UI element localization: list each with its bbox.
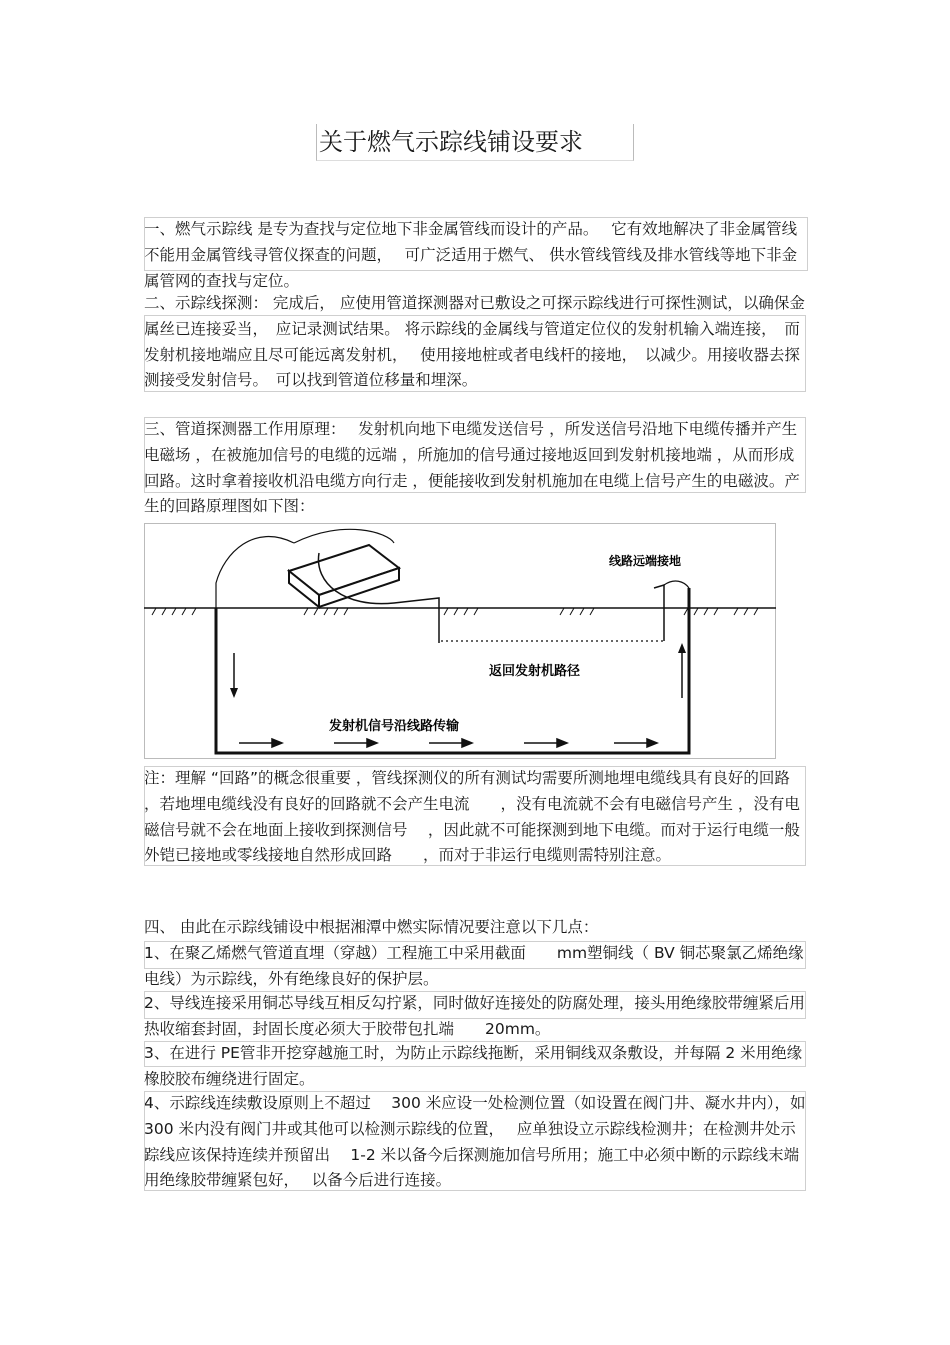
point-1: 1、在聚乙烯燃气管道直埋（穿越）工程施工中采用截面 mm塑铜线（ BV 铜芯聚氯乙烯绝缘电线）为示踪线，外有绝缘良好的保护层。 <box>144 944 804 988</box>
page-title: 关于燃气示踪线铺设要求 <box>316 124 634 161</box>
transmitter-box <box>289 545 399 607</box>
section-3: 三、管道探测器工作用原理： 发射机向地下电缆发送信号 ，所发送信号沿地下电缆传播并产生电磁场 ，在被施加信号的电缆的远端 ，所施加的信号通过接地返回到发射机接地端 ，从而形成回路。这时拿着接收机沿电缆方向行走 ，便能接收到发射机施加在电缆上信号产生的电磁波。产生的回路原理图如下图： <box>144 420 800 516</box>
point-3: 3、在进行 PE管非开挖穿越施工时，为防止示踪线拖断，采用铜线双条敷设，并每隔 2 米用绝缘橡胶胶布缠绕进行固定。 <box>144 1044 803 1088</box>
section-4-heading: 四、 由此在示踪线铺设中根据湘潭中燃实际情况要注意以下几点： <box>144 918 599 936</box>
signal-arrows <box>239 739 657 747</box>
ground-hatching <box>152 608 758 615</box>
point-2: 2、导线连接采用铜芯导线互相反勾拧紧，同时做好连接处的防腐处理，接头用绝缘胶带缠紧后用热收缩套封固，封固长度必须大于胶带包扎端 20mm。 <box>144 994 805 1038</box>
point-4: 4、示踪线连续敷设原则上不超过 300 米应设一处检测位置（如设置在阀门井、凝水井内），如 300 米内没有阀门井或其他可以检测示踪线的位置， 应单独设立示踪线检测井；在检测井处示踪线应该保持连续并预留出 1-2 米以备今后探测施加信号所用；施工中必须中断的示踪线末端用绝缘胶带缠紧包好， 以备今后进行连接。 <box>144 1094 806 1190</box>
return-path-label: 返回发射机路径 <box>489 664 581 679</box>
signal-path-label: 发射机信号沿线路传输 <box>329 719 460 734</box>
section-2: 二、示踪线探测： 完成后， 应使用管道探测器对已敷设之可探示踪线进行可探性测试，以确保金属丝已连接妥当， 应记录测试结果。 将示踪线的金属线与管道定位仪的发射机输入端连接， 而发射机接地端应且尽可能远离发射机， 使用接地桩或者电线杆的接地， 以减少。用接收器去探测接受发射信号。 可以找到管道位移量和埋深。 <box>144 294 805 390</box>
loop-principle-diagram <box>144 523 776 759</box>
section-1: 一、燃气示踪线 是专为查找与定位地下非金属管线而设计的产品。 它有效地解决了非金属管线不能用金属管线寻管仪探查的问题， 可广泛适用于燃气、 供水管线管线及排水管线等地下非金属管网的查找与定位。 <box>144 220 798 290</box>
note-paragraph: 注：理解 “回路”的概念很重要 ，管线探测仪的所有测试均需要所测地埋电缆线具有良好的回路 ，若地埋电缆线没有良好的回路就不会产生电流 ，没有电流就不会有电磁信号产生 ，没有电磁信号就不会在地面上接收到探测信号 ，因此就不可能探测到地下电缆。而对于运行电缆一般外铠已接地或零线接地自然形成回路 ，而对于非运行电缆则需特别注意。 <box>144 769 800 865</box>
remote-ground-label: 线路远端接地 <box>609 554 682 568</box>
